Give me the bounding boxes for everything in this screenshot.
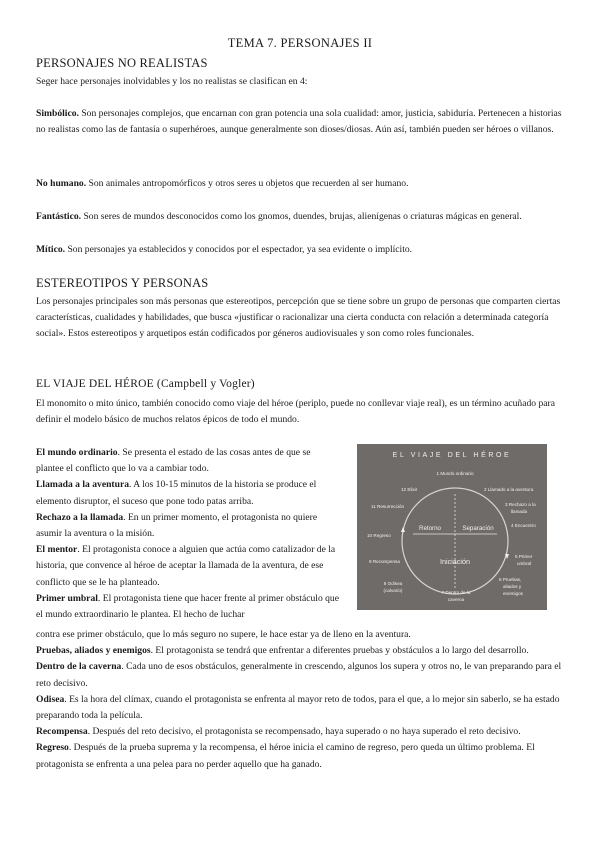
term: Odisea <box>36 693 65 705</box>
stage-label: 1 Mundo ordinario <box>436 471 474 476</box>
quadrant-retorno: Retorno <box>418 525 442 532</box>
stage-pruebas <box>36 643 566 659</box>
definition: . El protagonista se tendrá que enfrentar a diferentes pruebas y obstáculos a lo largo del desarrollo. <box>150 645 529 657</box>
definition: Son seres de mundos desconocidos como los gnomos, duendes, brujas, alienígenas o criaturas mágicas en general. <box>81 211 522 222</box>
stage-primer-umbral <box>36 591 340 623</box>
paragraph-viaje-intro: El monomito o mito único, también conocido como viaje del héroe (periplo, puede no conllevar viaje real), es un término acuñado para definir el modelo básico de muchos relatos épicos de todo el mundo. <box>36 398 555 426</box>
stage-recompensa <box>36 724 566 740</box>
definition: . Después de la prueba suprema y la recompensa, el héroe inicia el camino de regreso, pero queda un último problema. El protagonista se enfrenta a una pelea para no perder aquello que ha ganado. <box>36 742 535 770</box>
term: Recompensa <box>36 726 88 738</box>
section-heading-viaje: EL VIAJE DEL HÉROE (Campbell y Vogler) <box>36 378 255 390</box>
page-title: TEMA 7. PERSONAJES II <box>227 36 373 50</box>
stage-llamada <box>36 477 340 509</box>
stage-caverna <box>36 659 566 691</box>
section-heading-estereotipos: ESTEREOTIPOS Y PERSONAS <box>36 276 209 290</box>
stage-label: umbral <box>517 561 532 566</box>
paragraph-estereotipos: Los personajes principales son más personas que estereotipos, percepción que se tiene sobre un grupo de personas que comparten ciertas características, cualidades y habilidades, que busca «justificar o racionalizar una cierta conducta con relación a determinada categoría social». Estos estereotipos y arquetipos están codificados por géneros audiovisuales y son como roles funcionales. <box>36 296 561 340</box>
definition: . En un primer momento, el protagonista no quiere asumir la aventura o la misión. <box>36 511 318 540</box>
stage-mentor <box>36 542 340 591</box>
stage-label: 8 Odisea <box>383 581 403 586</box>
term: El mentor <box>36 544 78 556</box>
stages-column <box>36 445 340 623</box>
definition: Son personajes ya establecidos y conocidos por el espectador, ya sea evidente o implícito. <box>65 244 413 255</box>
stage-primer-umbral-cont: contra ese primer obstáculo, que lo más seguro no supere, le hace estar ya de lleno en la aventura. <box>36 629 411 640</box>
term: Fantástico. <box>36 211 82 222</box>
paragraph-simbolico <box>36 106 566 138</box>
term: Simbólico. <box>36 108 79 119</box>
diagram-title: EL VIAJE DEL HÉROE <box>392 452 512 459</box>
section-intro: Seger hace personajes inolvidables y los no realistas se clasifican en 4: <box>36 76 308 87</box>
diagram-svg <box>357 444 547 610</box>
stage-label: enemigos <box>503 591 523 596</box>
definition: . El protagonista conoce a alguien que actúa como catalizador de la historia, que convence al héroe de aceptar la llamada de la aventura, de ese conflicto que se le ha planteado. <box>36 544 336 588</box>
stage-label: 4 Encuentro <box>511 523 536 528</box>
stage-label: (calvario) <box>383 588 403 593</box>
term: El mundo ordinario <box>36 447 118 458</box>
paragraph-mitico <box>36 242 566 258</box>
stage-label: 3 Rechazo a la <box>505 502 536 507</box>
term: Primer umbral <box>36 592 98 604</box>
stage-label: caverna <box>447 597 465 602</box>
term: Pruebas, aliados y enemigos <box>36 645 151 657</box>
term: Rechazo a la llamada <box>36 511 124 523</box>
term: No humano. <box>36 178 87 189</box>
term: Mítico. <box>36 244 66 255</box>
definition: . El protagonista tiene que hacer frente al primer obstáculo que el mundo extraordinario le plantea. El hecho de luchar <box>36 592 339 621</box>
term: Dentro de la caverna <box>36 661 122 673</box>
stage-odisea <box>36 692 566 724</box>
stage-label: 6 Pruebas, <box>499 577 522 582</box>
stages-full <box>36 627 566 773</box>
stage-label: 7 Dentro de la <box>441 590 471 595</box>
stage-mundo-ordinario <box>36 445 340 477</box>
stage-label: 11 Resurrección <box>371 504 405 509</box>
stage-label: 5 Primer <box>515 554 533 559</box>
hero-journey-diagram <box>357 444 547 610</box>
stage-label: aliados y <box>503 584 522 589</box>
term: Regreso <box>36 742 69 754</box>
term: Llamada a la aventura <box>36 479 130 491</box>
definition: Son animales antropomórficos y otros seres u objetos que recuerden al ser humano. <box>86 178 409 189</box>
paragraph-no-humano <box>36 176 566 192</box>
definition: . Se presenta el estado de las cosas antes de que se plantee el conflicto que lo va a cambiar todo. <box>36 447 311 475</box>
quadrant-separacion: Separación <box>462 525 494 532</box>
stage-label: 2 Llamado a la aventura <box>484 487 534 492</box>
paragraph-fantastico <box>36 209 566 225</box>
definition: . Después del reto decisivo, el protagonista se recompensado, haya superado o no haya superado el reto decisivo. <box>87 726 521 738</box>
quadrant-iniciacion: Iniciación <box>440 557 470 566</box>
stage-rechazo <box>36 510 340 542</box>
stage-regreso <box>36 740 566 772</box>
stage-label: 12 Elixir <box>401 487 418 492</box>
section-heading-no-realistas: PERSONAJES NO REALISTAS <box>36 56 208 70</box>
definition: . A los 10-15 minutos de la historia se produce el elemento disruptor, el suceso que pone todo patas arriba. <box>36 479 317 507</box>
definition: . Es la hora del clímax, cuando el protagonista se enfrenta al mayor reto de todos, para el que, a lo mejor sin saberlo, se ha estado preparando toda la película. <box>36 693 560 722</box>
arrow-left <box>401 527 405 532</box>
definition: . Cada uno de esos obstáculos, generalmente in crescendo, algunos los supera y otros no, le van preparando para el reto decisivo. <box>36 661 562 689</box>
stage-label: llamada <box>511 509 528 514</box>
stage-label: 10 Regreso <box>367 533 391 538</box>
stage-label: 9 Recompensa <box>369 559 400 564</box>
definition: Son personajes complejos, que encarnan con gran potencia una sola cualidad: amor, justicia, sabiduría. Pertenecen a historias no realistas como las de fantasía o superhéroes, aunque generalmente son dioses/diosas. Aún así, también pueden ser héroes o villanos. <box>36 108 562 136</box>
